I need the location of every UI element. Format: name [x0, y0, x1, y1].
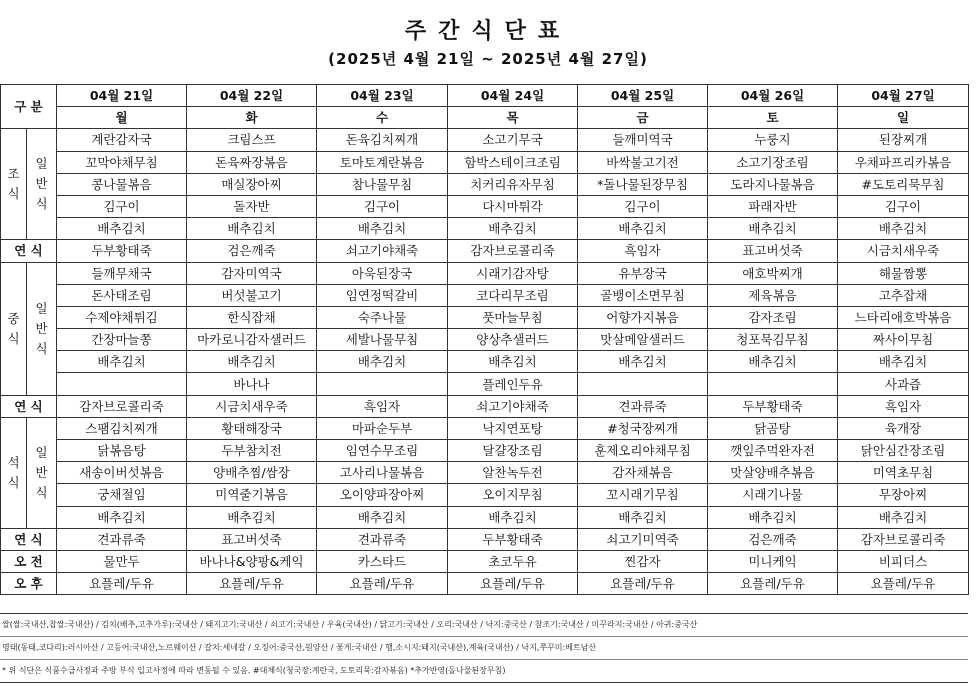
menu-item: 돈사태조림: [57, 284, 187, 306]
menu-item: 바나나&양팡&케익: [187, 550, 317, 572]
menu-item: 두부황태죽: [708, 395, 838, 417]
table-row: [1, 417, 969, 439]
menu-item: 감자조림: [708, 306, 838, 328]
menu-item: 마카로니감자샐러드: [187, 329, 317, 351]
menu-item: 궁채절임: [57, 484, 187, 506]
menu-item: 콩나물볶음: [57, 173, 187, 195]
menu-item: 버섯불고기: [187, 284, 317, 306]
menu-item: 미역초무침: [838, 462, 969, 484]
page-title: 주간식단표: [404, 19, 572, 44]
menu-item: 미니케익: [708, 550, 838, 572]
menu-item: 닭볶음탕: [57, 440, 187, 462]
menu-item: 배추김치: [708, 351, 838, 373]
menu-item: 두부황태죽: [448, 528, 578, 550]
menu-item: 배추김치: [317, 351, 448, 373]
menu-change-note: * 위 식단은 식품수급사정과 주방 부식 입고사정에 따라 변동될 수 있음. #대체식(청국장:계란국, 도토리묵:감자볶음) *추가반영(돌나물된장무침): [0, 660, 968, 683]
day-header: 월: [57, 107, 187, 129]
menu-item: 배추김치: [187, 351, 317, 373]
menu-item: 바나나: [187, 373, 317, 395]
table-row: [1, 506, 969, 528]
menu-item: 도라지나물볶음: [708, 173, 838, 195]
date-header: 04월 27일: [838, 85, 969, 107]
menu-item: 표고버섯죽: [708, 240, 838, 262]
menu-item: 맛살메알샐러드: [578, 329, 708, 351]
table-row: [1, 395, 969, 417]
general-meal-label: 일 반 식: [27, 262, 57, 395]
menu-item: 육개장: [838, 417, 969, 439]
menu-item: 오이지무침: [448, 484, 578, 506]
menu-item: 들깨미역국: [578, 129, 708, 151]
menu-item: 배추김치: [57, 351, 187, 373]
menu-item: 김구이: [317, 195, 448, 217]
menu-item: 바싹불고기전: [578, 151, 708, 173]
menu-item: 돈육짜장볶음: [187, 151, 317, 173]
menu-item: 훈제오리야채무침: [578, 440, 708, 462]
menu-item: 된장찌개: [838, 129, 969, 151]
soft-meal-label: 연 식: [1, 528, 57, 550]
menu-item: 검은깨죽: [708, 528, 838, 550]
table-row: [1, 373, 969, 395]
menu-item: 요플레/두유: [578, 573, 708, 595]
menu-item: 시래기나물: [708, 484, 838, 506]
menu-item: 배추김치: [187, 218, 317, 240]
menu-item: 배추김치: [708, 218, 838, 240]
menu-item: 배추김치: [578, 351, 708, 373]
menu-item: 배추김치: [578, 218, 708, 240]
menu-item: 배추김치: [838, 218, 969, 240]
table-row: [1, 528, 969, 550]
menu-item: 요플레/두유: [57, 573, 187, 595]
menu-item: 세발나물무침: [317, 329, 448, 351]
menu-item: 황태해장국: [187, 417, 317, 439]
menu-item: 찐감자: [578, 550, 708, 572]
day-header: 일: [838, 107, 969, 129]
menu-item: 요플레/두유: [317, 573, 448, 595]
table-row: [1, 85, 969, 107]
menu-item: 다시마튀각: [448, 195, 578, 217]
menu-item: 크림스프: [187, 129, 317, 151]
table-row: [1, 329, 969, 351]
menu-item: 플레인두유: [448, 373, 578, 395]
table-row: [1, 484, 969, 506]
menu-item: 간장마늘쫑: [57, 329, 187, 351]
origin-note: 쌀(쌀:국내산,찹쌀:국내산) / 김치(배추,고추가루):국내산 / 돼지고기:국내산 / 쇠고기:국내산 / 우육(국내산) / 닭고기:국내산 / 오리:국내산 / 낙지:중국산 / 참조기:국내산 / 미꾸라지:국내산 / 아귀:중국산: [0, 614, 968, 637]
menu-item: 돌자반: [187, 195, 317, 217]
menu-item: 고사리나물볶음: [317, 462, 448, 484]
menu-item: 시금치새우죽: [838, 240, 969, 262]
date-header: 04월 24일: [448, 85, 578, 107]
menu-item: 요플레/두유: [187, 573, 317, 595]
menu-item: 들깨무채국: [57, 262, 187, 284]
menu-item: 골뱅이소면무침: [578, 284, 708, 306]
menu-item: 물만두: [57, 550, 187, 572]
menu-item: 매실장아찌: [187, 173, 317, 195]
menu-item: 검은깨죽: [187, 240, 317, 262]
menu-item: 낙지연포탕: [448, 417, 578, 439]
menu-item: [57, 373, 187, 395]
menu-item: 무장아찌: [838, 484, 969, 506]
page-subtitle: (2025년 4월 21일 ~ 2025년 4월 27일): [328, 50, 648, 68]
menu-item: 쇠고기미역죽: [578, 528, 708, 550]
date-header: 04월 25일: [578, 85, 708, 107]
menu-item: 맛살양배추볶음: [708, 462, 838, 484]
menu-item: 배추김치: [317, 506, 448, 528]
menu-item: 숙주나물: [317, 306, 448, 328]
menu-item: *돌나물된장무침: [578, 173, 708, 195]
date-header: 04월 26일: [708, 85, 838, 107]
menu-item: 고추잡채: [838, 284, 969, 306]
menu-item: 돈육김치찌개: [317, 129, 448, 151]
table-row: [1, 173, 969, 195]
menu-item: 견과류죽: [57, 528, 187, 550]
table-row: [1, 306, 969, 328]
general-meal-label: 일 반 식: [27, 129, 57, 240]
menu-item: [708, 373, 838, 395]
menu-item: 흑임자: [578, 240, 708, 262]
menu-item: 닭곰탕: [708, 417, 838, 439]
menu-item: 배추김치: [57, 506, 187, 528]
menu-item: 해물짬뽕: [838, 262, 969, 284]
menu-item: 계란감자국: [57, 129, 187, 151]
menu-item: 스팸김치찌개: [57, 417, 187, 439]
meal-label: 석 식: [1, 417, 27, 528]
menu-item: 요플레/두유: [838, 573, 969, 595]
menu-item: 배추김치: [708, 506, 838, 528]
menu-item: 깻잎주먹완자전: [708, 440, 838, 462]
menu-item: [317, 373, 448, 395]
menu-item: 쇠고기야채죽: [448, 395, 578, 417]
table-row: [1, 218, 969, 240]
menu-item: 코다리무조림: [448, 284, 578, 306]
menu-item: #청국장찌개: [578, 417, 708, 439]
menu-item: 카스타드: [317, 550, 448, 572]
menu-item: 사과즙: [838, 373, 969, 395]
table-row: [1, 151, 969, 173]
menu-item: 제육볶음: [708, 284, 838, 306]
menu-item: 시금치새우죽: [187, 395, 317, 417]
table-row: [1, 351, 969, 373]
menu-item: 비피더스: [838, 550, 969, 572]
menu-item: 소고기무국: [448, 129, 578, 151]
menu-item: 한식잡채: [187, 306, 317, 328]
menu-item: 닭안심간장조림: [838, 440, 969, 462]
menu-item: 마파순두부: [317, 417, 448, 439]
menu-item: 파래자반: [708, 195, 838, 217]
menu-item: 우채파프리카볶음: [838, 151, 969, 173]
menu-item: 배추김치: [317, 218, 448, 240]
table-row: [1, 462, 969, 484]
menu-item: 오이양파장아찌: [317, 484, 448, 506]
menu-item: 수제야채튀김: [57, 306, 187, 328]
menu-item: 배추김치: [187, 506, 317, 528]
date-header: 04월 21일: [57, 85, 187, 107]
menu-item: 쇠고기야채죽: [317, 240, 448, 262]
menu-table: [0, 84, 969, 595]
menu-item: 새송이버섯볶음: [57, 462, 187, 484]
menu-item: 꼬막야채무침: [57, 151, 187, 173]
menu-item: 풋마늘무침: [448, 306, 578, 328]
soft-meal-label: 연 식: [1, 240, 57, 262]
pm-snack-label: 오 후: [1, 573, 57, 595]
menu-item: 흑임자: [838, 395, 969, 417]
menu-item: 배추김치: [448, 351, 578, 373]
menu-item: 치커리유자무침: [448, 173, 578, 195]
menu-item: 토마토계란볶음: [317, 151, 448, 173]
menu-item: 참나물무침: [317, 173, 448, 195]
table-row: [1, 440, 969, 462]
menu-item: 요플레/두유: [708, 573, 838, 595]
table-row: [1, 573, 969, 595]
menu-item: 김구이: [578, 195, 708, 217]
menu-item: 감자브로콜리죽: [448, 240, 578, 262]
menu-item: 짜사이무침: [838, 329, 969, 351]
menu-item: 배추김치: [578, 506, 708, 528]
date-header: 04월 23일: [317, 85, 448, 107]
menu-item: 배추김치: [448, 218, 578, 240]
menu-item: 임연수무조림: [317, 440, 448, 462]
menu-item: 느타리애호박볶음: [838, 306, 969, 328]
menu-item: 감자미역국: [187, 262, 317, 284]
menu-item: 유부장국: [578, 262, 708, 284]
menu-item: [578, 373, 708, 395]
menu-item: #도토리묵무침: [838, 173, 969, 195]
menu-item: 감자채볶음: [578, 462, 708, 484]
menu-item: 임연정떡갈비: [317, 284, 448, 306]
table-row: [1, 240, 969, 262]
menu-item: 표고버섯죽: [187, 528, 317, 550]
menu-item: 두부참치전: [187, 440, 317, 462]
origin-note: 명태(동태,코다리):러시아산 / 고등어:국내산,노르웨이산 / 갈치:세네갈 / 오징어:중국산,원양산 / 꽃게:국내산 / 햄,소시지:돼지(국내산),계육(국내산) / 낙지,쭈꾸미:베트남산: [0, 637, 968, 660]
menu-item: 견과류죽: [317, 528, 448, 550]
menu-item: 애호박찌개: [708, 262, 838, 284]
menu-item: 소고기장조림: [708, 151, 838, 173]
am-snack-label: 오 전: [1, 550, 57, 572]
menu-item: 어향가지볶음: [578, 306, 708, 328]
menu-item: 아욱된장국: [317, 262, 448, 284]
meal-label: 조 식: [1, 129, 27, 240]
menu-item: 초코두유: [448, 550, 578, 572]
menu-item: 함박스테이크조림: [448, 151, 578, 173]
menu-item: 요플레/두유: [448, 573, 578, 595]
menu-item: 배추김치: [838, 506, 969, 528]
category-header: 구 분: [1, 85, 57, 129]
menu-item: 배추김치: [838, 351, 969, 373]
menu-item: 꼬시래기무침: [578, 484, 708, 506]
day-header: 금: [578, 107, 708, 129]
menu-item: 양배추찜/쌈장: [187, 462, 317, 484]
menu-item: 달걀장조림: [448, 440, 578, 462]
menu-item: 양상추샐러드: [448, 329, 578, 351]
table-row: [1, 284, 969, 306]
menu-item: 배추김치: [448, 506, 578, 528]
menu-item: 알찬녹두전: [448, 462, 578, 484]
meal-label: 중 식: [1, 262, 27, 395]
day-header: 토: [708, 107, 838, 129]
day-header: 목: [448, 107, 578, 129]
menu-item: 배추김치: [57, 218, 187, 240]
menu-item: 두부황태죽: [57, 240, 187, 262]
day-header: 수: [317, 107, 448, 129]
table-row: [1, 550, 969, 572]
menu-item: 감자브로콜리죽: [838, 528, 969, 550]
day-header: 화: [187, 107, 317, 129]
table-row: [1, 195, 969, 217]
menu-item: 김구이: [57, 195, 187, 217]
soft-meal-label: 연 식: [1, 395, 57, 417]
menu-item: 청포묵김무침: [708, 329, 838, 351]
menu-item: 흑임자: [317, 395, 448, 417]
general-meal-label: 일 반 식: [27, 417, 57, 528]
table-row: [1, 129, 969, 151]
menu-item: 김구이: [838, 195, 969, 217]
menu-item: 미역줄기볶음: [187, 484, 317, 506]
menu-item: 시래기감자탕: [448, 262, 578, 284]
menu-item: 감자브로콜리죽: [57, 395, 187, 417]
table-row: [1, 107, 969, 129]
menu-item: 누룽지: [708, 129, 838, 151]
table-row: [1, 262, 969, 284]
date-header: 04월 22일: [187, 85, 317, 107]
notes: [0, 613, 968, 683]
menu-item: 견과류죽: [578, 395, 708, 417]
